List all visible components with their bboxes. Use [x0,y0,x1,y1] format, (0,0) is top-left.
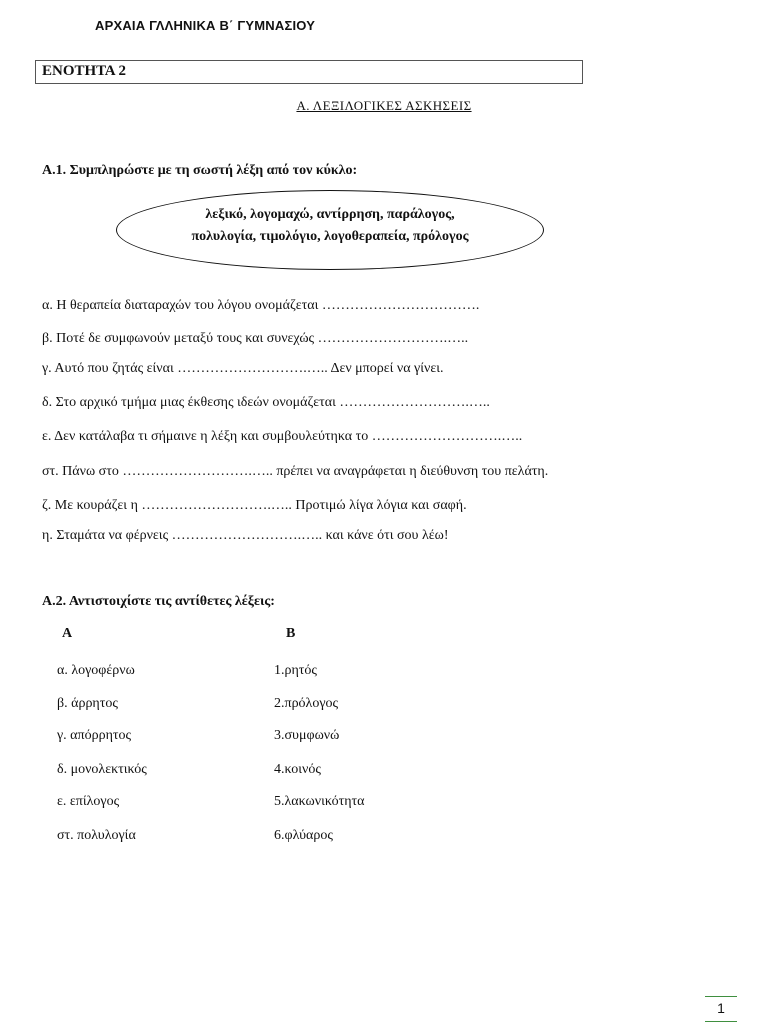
column-a-item: στ. πολυλογία [57,828,136,843]
column-b-item: 2.πρόλογος [274,696,339,711]
column-b-item: 5.λακωνικότητα [274,794,365,809]
section-heading [0,98,768,114]
column-b-header: Β [286,626,296,641]
column-a-item: γ. απόρρητος [57,728,132,743]
column-b-item: 6.φλύαρος [274,828,333,843]
sentence-alpha: α. Η θεραπεία διαταραχών του λόγου ονομάζεται ……………………………. [42,298,480,313]
column-b-item: 1.ρητός [274,663,317,678]
word-bank-line-1: λεξικό, λογομαχώ, αντίρρηση, παράλογος, [205,207,455,222]
page-number: 1 [705,996,737,1022]
column-b-item: 3.συμφωνώ [274,728,340,743]
column-a-item: ε. επίλογος [57,794,120,809]
word-bank-line-2: πολυλογία, τιμολόγιο, λογοθεραπεία, πρόλογος [191,229,469,244]
sentence-eta: η. Σταμάτα να φέρνεις ……………………….….. και κάνε ότι σου λέω! [42,528,449,543]
unit-title-box: ΕΝΟΤΗΤΑ 2 [35,60,583,84]
column-b-item: 4.κοινός [274,762,321,777]
sentence-epsilon: ε. Δεν κατάλαβα τι σήμαινε η λέξη και συμβουλεύτηκα το ……………………….….. [42,429,523,444]
column-a-item: β. άρρητος [57,696,118,711]
document-header-title: ΑΡΧΑΙΑ ΓΛΛΗΝΙΚΑ Β΄ ΓΥΜΝΑΣΙΟΥ [95,18,316,33]
sentence-gamma: γ. Αυτό που ζητάς είναι ……………………….….. Δεν μπορεί να γίνει. [42,361,444,376]
sentence-delta: δ. Στο αρχικό τμήμα μιας έκθεσης ιδεών ονομάζεται ……………………….….. [42,395,490,410]
section-heading-text: Α. ΛΕΞΙΛΟΓΙΚΕΣ ΑΣΚΗΣΕΙΣ [296,98,472,113]
sentence-stigma: στ. Πάνω στο ……………………….….. πρέπει να αναγράφεται η διεύθυνση του πελάτη. [42,464,549,479]
sentence-zeta: ζ. Με κουράζει η ……………………….….. Προτιμώ λίγα λόγια και σαφή. [42,498,467,513]
column-a-item: α. λογοφέρνω [57,663,135,678]
column-a-header: Α [62,626,73,641]
sentence-beta: β. Ποτέ δε συμφωνούν μεταξύ τους και συνεχώς ……………………….….. [42,331,469,346]
exercise-2-title: Α.2. Αντιστοιχίστε τις αντίθετες λέξεις: [42,594,275,609]
column-a-item: δ. μονολεκτικός [57,762,147,777]
exercise-1-title: Α.1. Συμπληρώστε με τη σωστή λέξη από τον κύκλο: [42,163,358,178]
